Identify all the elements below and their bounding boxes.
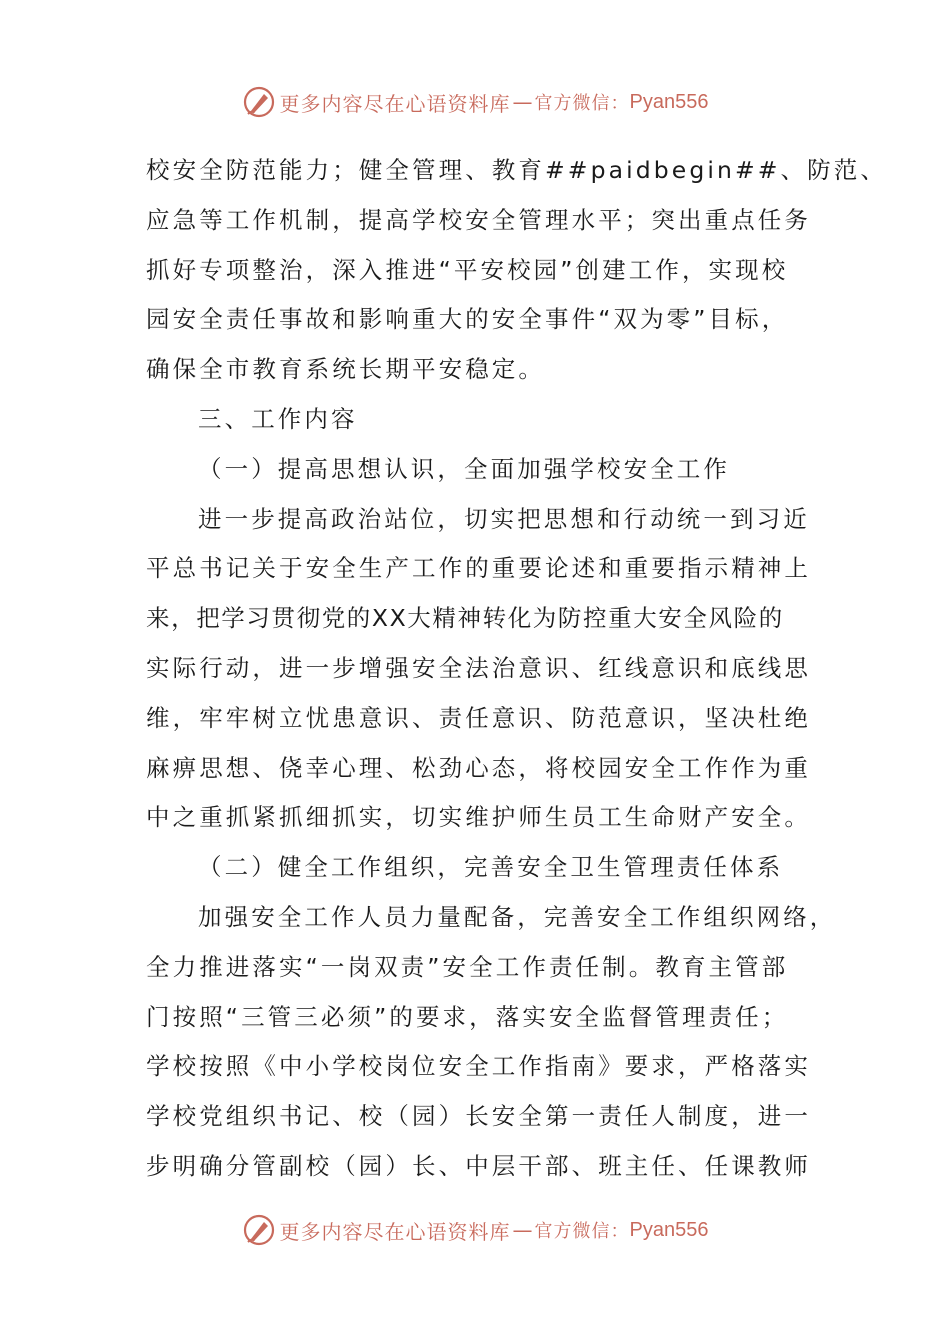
body-line: 应急等工作机制，提高学校安全管理水平；突出重点任务: [146, 205, 811, 234]
body-line: 中之重抓紧抓细抓实，切实维护师生员工生命财产安全。: [146, 803, 811, 832]
pen-nib-logo-icon: [242, 85, 276, 119]
body-line: 园安全责任事故和影响重大的安全事件“双为零”目标，: [146, 305, 789, 334]
pen-nib-logo-icon: [242, 1213, 276, 1247]
paragraph-first-line: 加强安全工作人员力量配备，完善安全工作组织网络，: [198, 902, 837, 931]
body-line: 维，牢牢树立忧患意识、责任意识、防范意识，坚决杜绝: [146, 703, 811, 732]
subsection-heading: （二）健全工作组织，完善安全卫生管理责任体系: [198, 853, 784, 882]
body-line: 校安全防范能力；健全管理、教育##paidbegin##、防范、: [146, 156, 887, 184]
wechat-id: Pyan556: [629, 90, 709, 113]
footer-watermark-banner: [0, 1210, 950, 1250]
body-line: 门按照“三管三必须”的要求，落实安全监督管理责任；: [146, 1002, 789, 1031]
body-line: 麻痹思想、侥幸心理、松劲心态，将校园安全工作作为重: [146, 753, 811, 782]
body-line: 来，把学习贯彻党的XX大精神转化为防控重大安全风险的: [146, 604, 784, 633]
site-name-text: 更多内容尽在心语资料库: [279, 91, 511, 116]
body-line: 平总书记关于安全生产工作的重要论述和重要指示精神上: [146, 554, 811, 583]
document-body: [146, 146, 887, 1192]
site-name-text: 更多内容尽在心语资料库: [279, 1219, 511, 1244]
banner-separator: —: [512, 1218, 533, 1242]
body-line: 学校按照《中小学校岗位安全工作指南》要求，严格落实: [146, 1052, 811, 1081]
header-watermark-banner: [0, 82, 950, 122]
subsection-heading: （一）提高思想认识，全面加强学校安全工作: [198, 454, 730, 483]
section-heading: 三、工作内容: [198, 404, 358, 433]
body-line: 学校党组织书记、校（园）长安全第一责任人制度，进一: [146, 1102, 811, 1131]
wechat-id: Pyan556: [629, 1218, 709, 1241]
body-line: 步明确分管副校（园）长、中层干部、班主任、任课教师: [146, 1151, 811, 1180]
body-line: 实际行动，进一步增强安全法治意识、红线意识和底线思: [146, 653, 811, 682]
body-line: 确保全市教育系统长期平安稳定。: [146, 355, 545, 384]
body-line: 全力推进落实“一岗双责”安全工作责任制。教育主管部: [146, 952, 789, 981]
paragraph-first-line: 进一步提高政治站位，切实把思想和行动统一到习近: [198, 504, 810, 533]
body-line: 抓好专项整治，深入推进“平安校园”创建工作，实现校: [146, 255, 789, 284]
wechat-label: 官方微信：: [534, 1221, 630, 1242]
wechat-label: 官方微信：: [534, 93, 630, 114]
banner-separator: —: [512, 90, 533, 114]
